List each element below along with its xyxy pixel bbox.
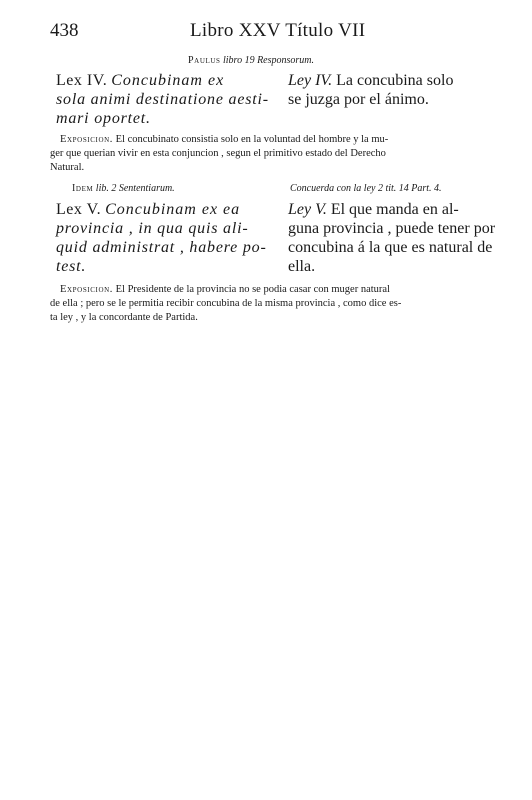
exposicion-label: Exposicion. [60, 284, 113, 295]
page-number: 438 [50, 20, 79, 41]
source-author: Idem [72, 183, 94, 194]
spanish-law-5-line-3: concubina á la que es natural de [288, 239, 493, 256]
latin-law-label: Lex IV. [56, 72, 108, 89]
spanish-law-heading: Ley IV. [288, 72, 333, 89]
spanish-law-heading: Ley V. [288, 201, 327, 218]
spanish-law-5-line-2: guna provincia , puede tener por [288, 220, 496, 237]
latin-law-5-line-3: quid administrat , habere po- [56, 239, 267, 256]
spanish-law-4-line-2: se juzga por el ánimo. [288, 91, 429, 108]
concordance-citation: Concuerda con la ley 2 tit. 14 Part. 4. [290, 183, 442, 194]
source-citation-2 [72, 183, 175, 194]
exposicion-1: Exposicion. El concubinato consistia solo en la voluntad del hombre y la mu- ger que querian vivir en esta conjuncion , segun el primitivo estado del Derecho Natural. [50, 134, 389, 173]
spanish-law-5-line-4: ella. [288, 258, 316, 275]
source-work: libro 19 Responsorum. [223, 55, 315, 66]
source-work: lib. 2 Sententiarum. [95, 183, 175, 194]
exposicion-label: Exposicion. [60, 134, 113, 145]
latin-law-4-line-1 [56, 71, 224, 90]
latin-law-4-line-2: sola animi destinatione aesti- [56, 91, 269, 108]
latin-law-5-line-4: test. [56, 258, 87, 275]
running-head: Libro XXV Título VII [190, 20, 366, 41]
latin-law-heading: Concubinam ex [111, 72, 225, 89]
latin-law-label: Lex V. [56, 201, 102, 218]
latin-law-4-line-3: mari oportet. [56, 110, 151, 127]
source-citation-1 [188, 55, 314, 66]
exposicion-2: Exposicion. El Presidente de la provincia no se podia casar con muger natural de ella ; pero se le permitia recibir concubina de la misma provincia , como dice es- ta ley , y la concordante de Partida. [50, 284, 402, 323]
spanish-law-5-line-1: Ley V. El que manda en al- [288, 201, 459, 218]
source-author: Paulus [188, 55, 221, 66]
latin-law-5-line-1 [56, 200, 240, 219]
latin-law-5-line-2: provincia , in qua quis ali- [56, 220, 249, 237]
spanish-law-4-line-1: Ley IV. La concubina solo [288, 72, 454, 89]
latin-law-heading: Concubinam ex ea [105, 201, 241, 218]
